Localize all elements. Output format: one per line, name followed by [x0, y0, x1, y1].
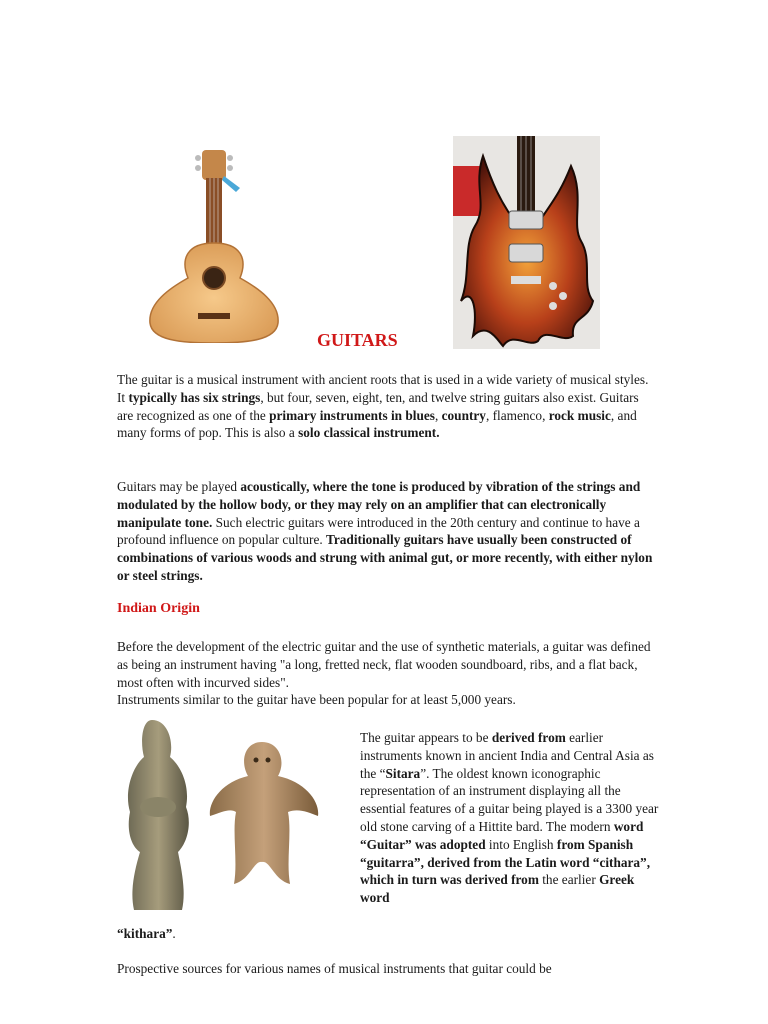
paragraph2-run: acoustically, where the tone is produced by vibration of the strings and modulated by the hollow body, or they may rely on an amplifier that can electronically manipulate tone.: [117, 479, 641, 530]
paragraph1-run: , but four, seven, eight, ten, and twelve string guitars also exist. Guitars are recognized as one of the: [117, 389, 639, 423]
paragraph4-run: from Spanish “guitarra”, derived from the Latin word “cithara”, which in turn was derived from: [360, 836, 651, 888]
electric-guitar-image: [453, 136, 600, 349]
paragraph1-run: , and many forms of pop. This is also a: [117, 407, 637, 441]
paragraph4_tail-run: “kithara”: [117, 926, 173, 941]
paragraph4-run: derived from: [491, 730, 566, 745]
paragraph4-run: ”. The oldest known iconographic representation of an instrument displaying all the essential features of a guitar being played is a 3300 year old stone carving of a Hittite bard. The modern: [360, 765, 659, 834]
acoustic-guitar-image: [140, 148, 290, 343]
paragraph2-run: Such electric guitars were introduced in the 20th century and continue to have a profound influence on popular culture.: [117, 514, 640, 548]
paragraph1-run: rock music: [548, 407, 611, 423]
paragraph4-run: earlier instruments known in ancient India and Central Asia as the “: [360, 730, 654, 781]
paragraph1-run: country: [441, 407, 486, 423]
ancient-figurines-image: [112, 712, 344, 912]
paragraph1-run: typically has six strings: [128, 389, 261, 405]
paragraph-origin: [360, 729, 660, 907]
paragraph4-run: Greek word: [360, 872, 635, 906]
paragraph4-run: Sitara: [385, 765, 421, 781]
paragraph-definition-text: Before the development of the electric guitar and the use of synthetic materials, a guitar was defined as being an instrument having "a long, fretted neck, flat wooden soundboard, ribs, and a flat back, most often with incurved sides".: [117, 639, 651, 690]
paragraph-sources: Prospective sources for various names of musical instruments that guitar could be: [117, 961, 552, 976]
document-title: GUITARS: [317, 330, 398, 350]
paragraph2-run: Guitars may be played: [117, 479, 241, 494]
paragraph4-run: word “Guitar” was adopted: [360, 818, 644, 852]
paragraph4-run: the earlier: [538, 872, 600, 888]
paragraph2-run: Traditionally guitars have usually been constructed of combinations of various woods and strung with animal gut, or more recently, with either nylon or steel strings.: [117, 532, 653, 583]
paragraph-playing: [117, 478, 657, 585]
paragraph1-run: ,: [434, 407, 442, 423]
paragraph1-run: , flamenco,: [485, 407, 549, 423]
paragraph-history-text: Instruments similar to the guitar have been popular for at least 5,000 years.: [117, 692, 516, 708]
paragraph4_tail-run: .: [172, 926, 176, 941]
paragraph4-run: into English: [485, 836, 557, 852]
paragraph-definition: [117, 638, 657, 709]
paragraph4-run: The guitar appears to be: [360, 730, 492, 745]
section-heading-indian-origin: Indian Origin: [117, 601, 200, 616]
paragraph1-run: primary instruments in blues: [269, 407, 435, 423]
paragraph-intro: [117, 371, 657, 442]
paragraph1-run: solo classical instrument.: [298, 425, 440, 441]
paragraph-origin-tail: [117, 925, 657, 943]
paragraph1-run: The guitar is a musical instrument with ancient roots that is used in a wide variety of musical styles. It: [117, 372, 649, 405]
